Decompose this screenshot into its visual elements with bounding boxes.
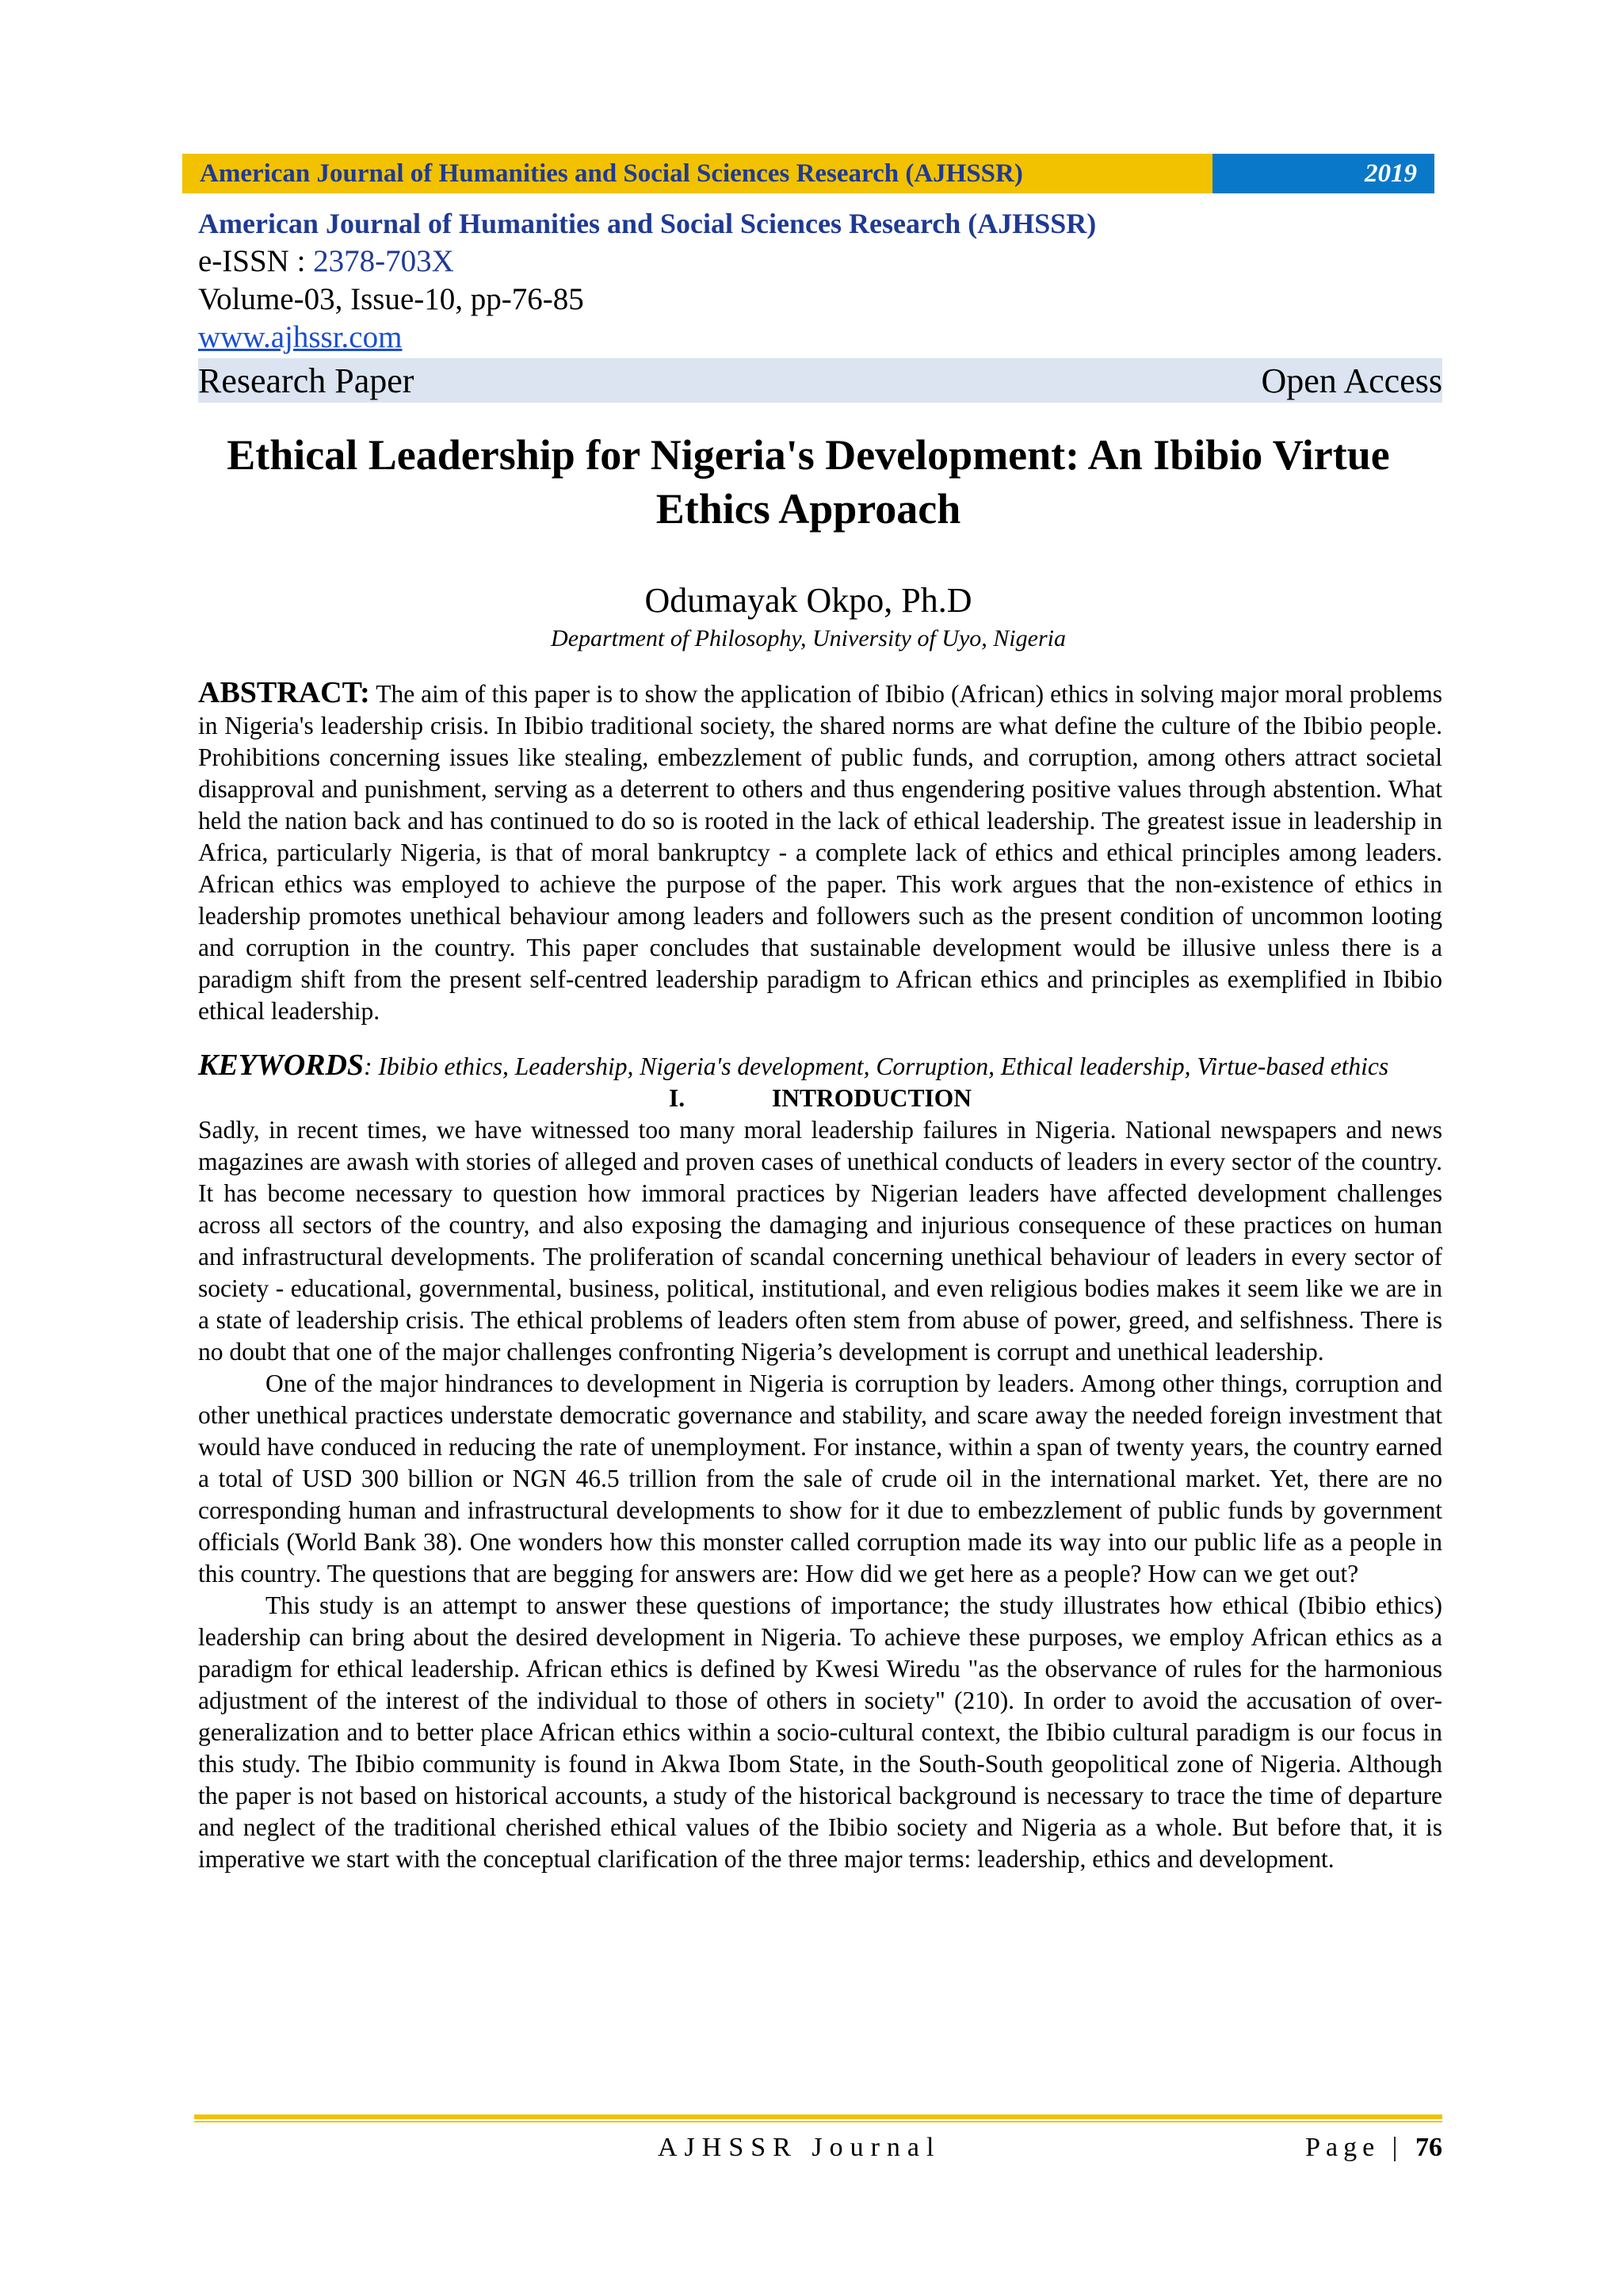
masthead-issn [198, 243, 1442, 281]
body-text [198, 677, 1442, 1875]
footer-page-number [1305, 2130, 1442, 2165]
running-header-year: 2019 [1212, 154, 1434, 193]
page-label: Page | [1305, 2133, 1415, 2162]
author-name: Odumayak Okpo, Ph.D [644, 581, 972, 620]
masthead [198, 204, 1442, 403]
issn-value: 2378-703X [313, 244, 454, 278]
abstract-heading: ABSTRACT: [198, 676, 370, 709]
footer-rule [194, 2115, 1442, 2122]
paper-type: Research Paper [198, 361, 414, 400]
keywords [198, 1049, 1442, 1083]
paper-type-bar [198, 358, 1442, 403]
access-type: Open Access [1261, 361, 1442, 400]
abstract [198, 677, 1442, 1027]
running-header [182, 154, 1434, 193]
footer-journal: AJHSSR Journal [658, 2133, 941, 2162]
keywords-text: : Ibibio ethics, Leadership, Nigeria's development, Corruption, Ethical leadership, Virtue-based ethics [364, 1052, 1389, 1080]
title-block [182, 428, 1434, 655]
abstract-text: The aim of this paper is to show the application of Ibibio (African) ethics in solving major moral problems in Nigeria's leadership crisis. In Ibibio traditional society, the shared norms are what define the culture of the Ibibio people. Prohibitions concerning issues like stealing, embezzlement of public funds, and corruption, among others attract societal disapproval and punishment, serving as a deterrent to others and thus engendering positive values through abstention. What held the nation back and has continued to do so is rooted in the lack of ethical leadership. The greatest issue in leadership in Africa, particularly Nigeria, is that of moral bankruptcy - a complete lack of ethics and ethical principles among leaders. African ethics was employed to achieve the purpose of the paper. This work argues that the non-existence of ethics in leadership promotes unethical behaviour among leaders and followers such as the present condition of uncommon looting and corruption in the country. This paper concludes that sustainable development would be illusive unless there is a paradigm shift from the present self-centred leadership paradigm to African ethics and principles as exemplified in Ibibio ethical leadership. [198, 680, 1442, 1025]
running-header-journal: American Journal of Humanities and Social Sciences Research (AJHSSR) [182, 154, 1212, 193]
section-title: INTRODUCTION [771, 1084, 972, 1112]
masthead-journal: American Journal of Humanities and Social Sciences Research (AJHSSR) [198, 208, 1097, 239]
issn-label: e-ISSN : [198, 244, 314, 278]
journal-url-link[interactable]: www.ajhssr.com [198, 320, 403, 354]
page-number: 76 [1415, 2133, 1442, 2162]
intro-paragraph-3: This study is an attempt to answer these questions of importance; the study illustrates how ethical (Ibibio ethics) leadership can bring about the desired development in Nigeria. To achieve these purposes, we employ African ethics as a paradigm for ethical leadership. African ethics is defined by Kwesi Wiredu "as the observance of rules for the harmonious adjustment of the interest of the individual to those of others in society" (210). In order to avoid the accusation of over-generalization and to better place African ethics within a socio-cultural context, the Ibibio cultural paradigm is our focus in this study. The Ibibio community is found in Akwa Ibom State, in the South-South geopolitical zone of Nigeria. Although the paper is not based on historical accounts, a study of the historical background is necessary to trace the time of departure and neglect of the traditional cherished ethical values of the Ibibio society and Nigeria as a whole. But before that, it is imperative we start with the conceptual clarification of the three major terms: leadership, ethics and development. [198, 1591, 1442, 1873]
author-affiliation: Department of Philosophy, University of Uyo, Nigeria [551, 625, 1066, 651]
masthead-volume: Volume-03, Issue-10, pp-76-85 [198, 282, 584, 316]
section-heading-introduction [198, 1083, 1442, 1114]
intro-paragraph-1: Sadly, in recent times, we have witnessed too many moral leadership failures in Nigeria. National newspapers and news magazines are awash with stories of alleged and proven cases of unethical conducts of leaders in every sector of the country. It has become necessary to question how immoral practices by Nigerian leaders have affected development challenges across all sectors of the country, and also exposing the damaging and injurious consequence of these practices on human and infrastructural developments. The proliferation of scandal concerning unethical behaviour of leaders in every sector of society - educational, governmental, business, political, institutional, and even religious bodies makes it seem like we are in a state of leadership crisis. The ethical problems of leaders often stem from abuse of power, greed, and selfishness. There is no doubt that one of the major challenges confronting Nigeria’s development is corrupt and unethical leadership. [198, 1116, 1442, 1366]
intro-paragraph-2: One of the major hindrances to development in Nigeria is corruption by leaders. Among other things, corruption and other unethical practices understate democratic governance and stability, and scare away the needed foreign investment that would have conduced in reducing the rate of unemployment. For instance, within a span of twenty years, the country earned a total of USD 300 billion or NGN 46.5 trillion from the sale of crude oil in the international market. Yet, there are no corresponding human and infrastructural developments to show for it due to embezzlement of public funds by government officials (World Bank 38). One wonders how this monster called corruption made its way into our public life as a people in this country. The questions that are begging for answers are: How did we get here as a people? How can we get out? [198, 1370, 1442, 1587]
section-number: I. [668, 1084, 685, 1112]
keywords-heading: KEYWORDS [198, 1049, 365, 1082]
paper-title: Ethical Leadership for Nigeria's Development: An Ibibio Virtue Ethics Approach [227, 431, 1390, 533]
